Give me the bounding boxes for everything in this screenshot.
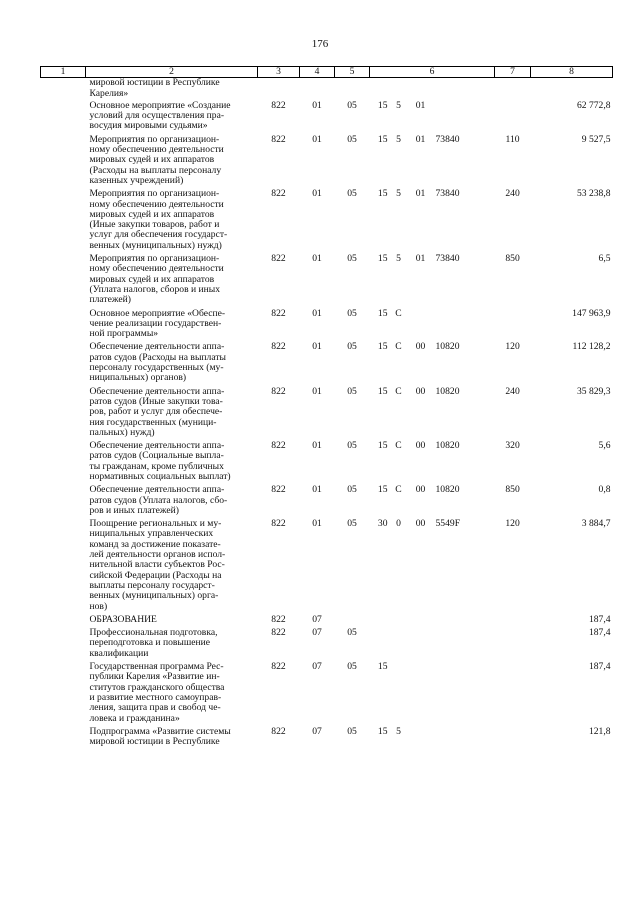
row-expense-type <box>495 628 531 662</box>
row-col-1 <box>41 309 86 343</box>
row-name: Обеспечение деятельности аппа- ратов судов (Социальные выпла- ты гражданам, кроме публичных нормативных социальных выплат) <box>89 440 231 482</box>
header-col-2: 2 <box>86 67 258 78</box>
row-pr: 05 <box>347 440 357 452</box>
row-name: Государственная программа Рес- публики Карелия «Развитие ин- ститутов гражданского общества и развитие местного самоуправ- ления, защита прав и свобод че- ловека и гражданина» <box>89 661 225 724</box>
row-prog: 15 <box>377 133 388 145</box>
row-event <box>408 628 434 662</box>
row-direction: 73840 <box>435 133 460 145</box>
row-ved: 822 <box>271 188 286 200</box>
row-name: Основное мероприятие «Создание условий для осуществления пра- восудия мировыми судьями» <box>89 99 231 132</box>
row-col-1 <box>41 387 86 441</box>
row-subprog <box>390 615 408 628</box>
row-ved: 822 <box>271 613 286 625</box>
header-col-8: 8 <box>531 67 613 78</box>
table-row <box>41 662 613 727</box>
row-event <box>408 662 434 727</box>
row-col-1 <box>41 519 86 615</box>
row-pr: 05 <box>347 518 357 530</box>
row-rz: 07 <box>312 725 322 737</box>
table-row <box>41 485 613 519</box>
header-col-4: 4 <box>300 67 335 78</box>
row-rz: 01 <box>312 385 322 397</box>
row-event: 01 <box>415 188 426 200</box>
table-row <box>41 519 613 615</box>
row-subprog: 5 <box>396 253 401 265</box>
row-sum: 187,4 <box>588 613 611 625</box>
row-col-1 <box>41 135 86 189</box>
table-row <box>41 441 613 485</box>
row-subprog <box>390 78 408 101</box>
row-prog <box>370 615 390 628</box>
row-name: Мероприятия по организацион- ному обеспечению деятельности мировых судей и их аппаратов (Иные закупки товаров, работ и услуг для обеспечения государст- венных (муниципальных) нужд) <box>89 188 228 251</box>
row-expense-type <box>495 101 531 135</box>
row-event: 00 <box>415 518 426 530</box>
table-body <box>41 78 613 748</box>
row-ved: 822 <box>271 518 286 530</box>
row-prog: 15 <box>377 484 388 496</box>
row-col-1 <box>41 441 86 485</box>
row-prog: 15 <box>377 661 388 673</box>
row-expense-type <box>495 309 531 343</box>
row-event: 00 <box>415 385 426 397</box>
header-row <box>41 67 613 78</box>
row-col-1 <box>41 101 86 135</box>
table-row <box>41 342 613 386</box>
row-event: 01 <box>415 99 426 111</box>
row-subprog: С <box>395 341 402 353</box>
row-sum <box>531 78 613 101</box>
row-rz: 01 <box>312 188 322 200</box>
row-name: Мероприятия по организацион- ному обеспечению деятельности мировых судей и их аппаратов (Расходы на выплаты персоналу казенных учреждений) <box>89 133 224 186</box>
row-rz: 07 <box>312 613 322 625</box>
row-direction <box>434 309 495 343</box>
row-expense-type: 240 <box>505 188 520 200</box>
row-prog: 15 <box>377 385 388 397</box>
table-row <box>41 615 613 628</box>
row-expense-type <box>495 615 531 628</box>
row-ved: 822 <box>271 253 286 265</box>
header-col-5: 5 <box>335 67 370 78</box>
row-subprog: 5 <box>396 99 401 111</box>
row-prog: 15 <box>377 307 388 319</box>
row-pr <box>335 615 370 628</box>
row-rz: 01 <box>312 518 322 530</box>
row-event: 00 <box>415 484 426 496</box>
row-direction: 73840 <box>435 253 460 265</box>
row-pr <box>335 78 370 101</box>
row-direction: 10820 <box>435 484 460 496</box>
row-prog <box>370 628 390 662</box>
row-direction <box>434 727 495 748</box>
row-expense-type: 320 <box>505 440 520 452</box>
row-expense-type: 110 <box>505 133 520 145</box>
row-pr: 05 <box>347 725 357 737</box>
row-event <box>408 78 434 101</box>
row-expense-type: 850 <box>505 484 520 496</box>
row-pr: 05 <box>347 385 357 397</box>
row-subprog: С <box>395 440 402 452</box>
row-rz: 07 <box>312 627 322 639</box>
row-ved: 822 <box>271 484 286 496</box>
row-rz: 01 <box>312 484 322 496</box>
row-ved: 822 <box>271 307 286 319</box>
row-rz <box>300 78 335 101</box>
row-sum: 187,4 <box>588 627 611 639</box>
row-ved: 822 <box>271 99 286 111</box>
row-ved: 822 <box>271 661 286 673</box>
page-number: 176 <box>311 38 329 50</box>
row-expense-type: 240 <box>505 385 520 397</box>
row-expense-type <box>495 662 531 727</box>
row-pr: 05 <box>347 307 357 319</box>
table-row <box>41 727 613 748</box>
row-rz: 01 <box>312 253 322 265</box>
row-subprog <box>390 662 408 727</box>
row-direction <box>434 662 495 727</box>
row-direction <box>434 78 495 101</box>
row-sum: 9 527,5 <box>581 133 611 145</box>
row-ved <box>258 78 300 101</box>
row-pr: 05 <box>347 627 357 639</box>
row-prog: 15 <box>377 188 388 200</box>
row-col-1 <box>41 662 86 727</box>
row-prog: 15 <box>377 99 388 111</box>
row-name: Профессиональная подготовка, переподготовка и повышение квалификации <box>89 627 218 659</box>
row-rz: 07 <box>312 661 322 673</box>
row-sum: 62 772,8 <box>576 99 611 111</box>
row-direction: 10820 <box>435 385 460 397</box>
row-prog <box>370 78 390 101</box>
table-row <box>41 387 613 441</box>
budget-table <box>40 66 613 747</box>
row-pr: 05 <box>347 188 357 200</box>
row-col-1 <box>41 727 86 748</box>
row-direction: 5549F <box>435 518 461 530</box>
table-row <box>41 189 613 254</box>
table-row <box>41 101 613 135</box>
row-name: Мероприятия по организацион- ному обеспечению деятельности мировых судей и их аппаратов (Уплата налогов, сборов и иных платежей) <box>89 253 224 306</box>
row-col-1 <box>41 628 86 662</box>
row-subprog: 5 <box>396 133 401 145</box>
row-sum: 147 963,9 <box>572 307 611 319</box>
table-row <box>41 78 613 101</box>
row-pr: 05 <box>347 661 357 673</box>
row-name: Поощрение региональных и му- ниципальных управленческих команд за достижение показате- лей деятельности органов испол- нительной власти субъектов Рос- сийской Федерации (Расходы на выплаты персоналу государст- венных (муниципальных) орга- нов) <box>89 518 226 612</box>
row-expense-type: 120 <box>505 518 520 530</box>
row-direction: 73840 <box>435 188 460 200</box>
row-rz: 01 <box>312 133 322 145</box>
row-expense-type <box>495 727 531 748</box>
header-col-1: 1 <box>41 67 86 78</box>
row-ved: 822 <box>271 341 286 353</box>
header-col-6: 6 <box>370 67 495 78</box>
row-col-1 <box>41 78 86 101</box>
row-prog: 15 <box>377 725 388 737</box>
row-name: Основное мероприятие «Обеспе- чение реализации государствен- ной программы» <box>89 307 226 340</box>
table-row <box>41 628 613 662</box>
row-pr: 05 <box>347 341 357 353</box>
row-event: 01 <box>415 133 426 145</box>
row-pr: 05 <box>347 484 357 496</box>
row-sum: 53 238,8 <box>576 188 611 200</box>
row-subprog: 0 <box>396 518 401 530</box>
row-name: ОБРАЗОВАНИЕ <box>89 613 157 625</box>
row-ved: 822 <box>271 385 286 397</box>
row-event: 00 <box>415 440 426 452</box>
table-row <box>41 135 613 189</box>
row-prog: 15 <box>377 341 388 353</box>
row-prog: 15 <box>377 440 388 452</box>
row-col-1 <box>41 342 86 386</box>
row-event <box>408 309 434 343</box>
row-subprog: С <box>395 385 402 397</box>
row-expense-type: 120 <box>505 341 520 353</box>
row-sum: 187,4 <box>588 661 611 673</box>
row-expense-type: 850 <box>505 253 520 265</box>
row-sum: 5,6 <box>598 440 611 452</box>
row-rz: 01 <box>312 341 322 353</box>
row-col-1 <box>41 254 86 308</box>
row-sum: 121,8 <box>588 725 611 737</box>
row-subprog: С <box>395 307 402 319</box>
row-sum: 6,5 <box>598 253 611 265</box>
table-row <box>41 254 613 308</box>
row-direction <box>434 615 495 628</box>
row-subprog: С <box>395 484 402 496</box>
row-name: мировой юстиции в Республике Карелия» <box>89 77 220 99</box>
row-subprog: 5 <box>396 188 401 200</box>
row-subprog: 5 <box>396 725 401 737</box>
row-direction: 10820 <box>435 341 460 353</box>
row-col-1 <box>41 615 86 628</box>
table-row <box>41 309 613 343</box>
header-col-7: 7 <box>495 67 531 78</box>
row-sum: 3 884,7 <box>581 518 611 530</box>
row-sum: 35 829,3 <box>576 385 611 397</box>
row-expense-type <box>495 78 531 101</box>
row-pr: 05 <box>347 99 357 111</box>
row-name: Обеспечение деятельности аппа- ратов судов (Уплата налогов, сбо- ров и иных платежей) <box>89 484 228 516</box>
row-direction <box>434 628 495 662</box>
row-rz: 01 <box>312 99 322 111</box>
row-ved: 822 <box>271 133 286 145</box>
row-rz: 01 <box>312 307 322 319</box>
row-pr: 05 <box>347 253 357 265</box>
row-prog: 15 <box>377 253 388 265</box>
row-name: Подпрограмма «Развитие системы мировой юстиции в Республике <box>89 725 231 748</box>
row-col-1 <box>41 485 86 519</box>
row-name: Обеспечение деятельности аппа- ратов судов (Иные закупки това- ров, работ и услуг для обеспече- ния государственных (муници- пальных) нужд) <box>89 385 225 438</box>
row-event <box>408 615 434 628</box>
row-pr: 05 <box>347 133 357 145</box>
row-event: 01 <box>415 253 426 265</box>
row-direction <box>434 101 495 135</box>
row-subprog <box>390 628 408 662</box>
row-ved: 822 <box>271 725 286 737</box>
row-col-1 <box>41 189 86 254</box>
row-sum: 112 128,2 <box>572 341 611 353</box>
row-ved: 822 <box>271 440 286 452</box>
row-ved: 822 <box>271 627 286 639</box>
row-name: Обеспечение деятельности аппа- ратов судов (Расходы на выплаты персоналу государственных (му- ниципальных) органов) <box>89 341 226 384</box>
row-event <box>408 727 434 748</box>
row-rz: 01 <box>312 440 322 452</box>
row-direction: 10820 <box>435 440 460 452</box>
header-col-3: 3 <box>258 67 300 78</box>
row-prog: 30 <box>377 518 388 530</box>
row-event: 00 <box>415 341 426 353</box>
row-sum: 0,8 <box>598 484 611 496</box>
